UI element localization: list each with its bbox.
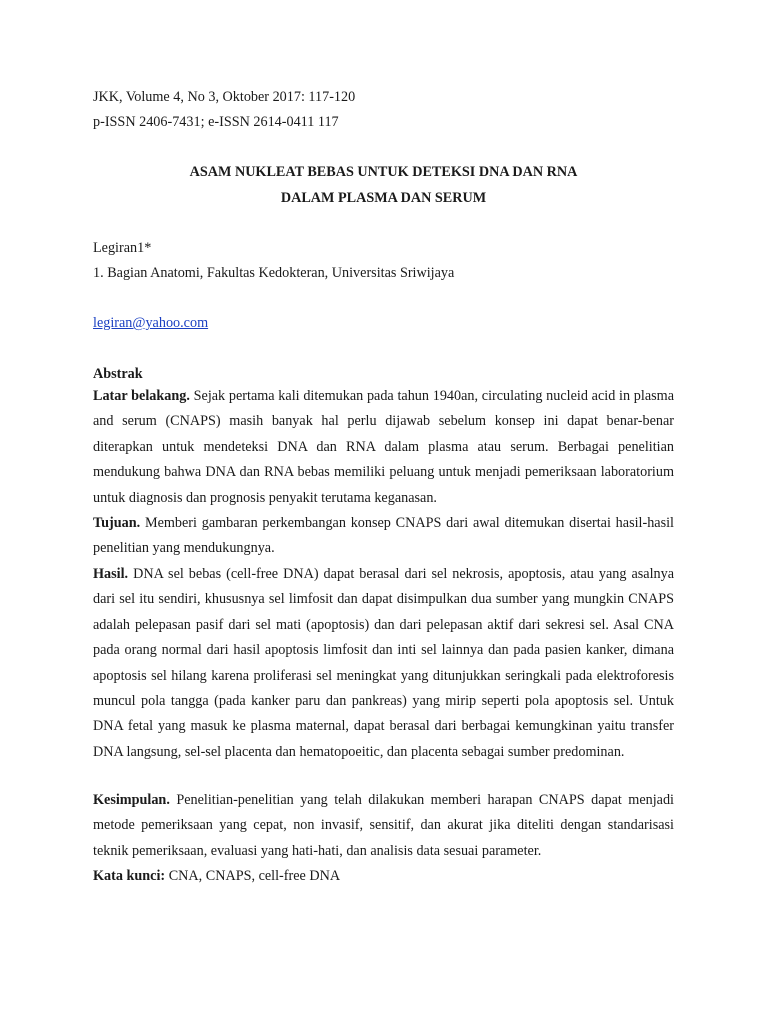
author-name: Legiran1* [93, 240, 152, 256]
journal-citation: JKK, Volume 4, No 3, Oktober 2017: 117-120 [93, 89, 356, 105]
kata-kunci-text: CNA, CNAPS, cell-free DNA [165, 868, 341, 884]
kesimpulan-label: Kesimpulan. [93, 792, 170, 808]
abstract-heading: Abstrak [93, 366, 143, 382]
abstract-kesimpulan [93, 788, 674, 864]
latar-belakang-text: Sejak pertama kali ditemukan pada tahun 1940an, circulating nucleid acid in plasma and serum (CNAPS) masih banyak hal perlu dijawab sebelum konsep ini dapat benar-benar diterapkan untuk mendeteksi DNA dan RNA dalam plasma atau serum. Berbagai penelitian mendukung bahwa DNA dan RNA bebas memiliki peluang untuk menjadi pemeriksaan laboratorium untuk diagnosis dan prognosis penyakit terutama keganasan. [93, 388, 674, 506]
latar-belakang-label: Latar belakang. [93, 388, 190, 404]
paper-title-line-1: ASAM NUKLEAT BEBAS UNTUK DETEKSI DNA DAN RNA [189, 164, 578, 180]
kata-kunci-label: Kata kunci: [93, 868, 166, 884]
tujuan-label: Tujuan. [93, 515, 141, 531]
issn-line: p-ISSN 2406-7431; e-ISSN 2614-0411 117 [93, 114, 339, 130]
abstract-latar-belakang [93, 384, 674, 511]
abstract-hasil [93, 562, 674, 765]
author-email-link[interactable]: legiran@yahoo.com [93, 315, 209, 331]
kesimpulan-text: Penelitian-penelitian yang telah dilakukan memberi harapan CNAPS dapat menjadi metode pemeriksaan yang cepat, non invasif, sensitif, dan akurat jika diteliti dengan standarisasi teknik pemeriksaan, evaluasi yang hati-hati, dan analisis data sesuai parameter. [93, 792, 674, 859]
hasil-label: Hasil. [93, 566, 129, 582]
abstract-tujuan [93, 511, 674, 562]
tujuan-text: Memberi gambaran perkembangan konsep CNAPS dari awal ditemukan disertai hasil-hasil penelitian yang mendukungnya. [93, 515, 674, 557]
hasil-text: DNA sel bebas (cell-free DNA) dapat berasal dari sel nekrosis, apoptosis, atau yang asalnya dari sel itu sendiri, khususnya sel limfosit dan dapat disimpulkan dua sumber yang mungkin CNAPS adalah pelepasan pasif dari sel mati (apoptosis) dan dari pelepasan aktif dari sekresi sel. Asal CNA pada orang normal dari hasil apoptosis limfosit dan inti sel lainnya dan pada pasien kanker, dimana apoptosis sel hilang karena proliferasi sel meningkat yang ditunjukkan seringkali pada elektroforesis muncul pola tangga (pada kanker paru dan pankreas) yang mirip seperti pola apoptosis sel. Untuk DNA fetal yang masuk ke plasma maternal, dapat berasal dari berbagai kemungkinan yaitu transfer DNA langsung, sel-sel placenta dan hematopoeitic, dan placenta sebagai sumber predominan. [93, 566, 674, 760]
author-affiliation: 1. Bagian Anatomi, Fakultas Kedokteran, Universitas Sriwijaya [93, 265, 455, 281]
abstract-kata-kunci [93, 864, 674, 889]
paper-title-line-2: DALAM PLASMA DAN SERUM [280, 190, 487, 206]
